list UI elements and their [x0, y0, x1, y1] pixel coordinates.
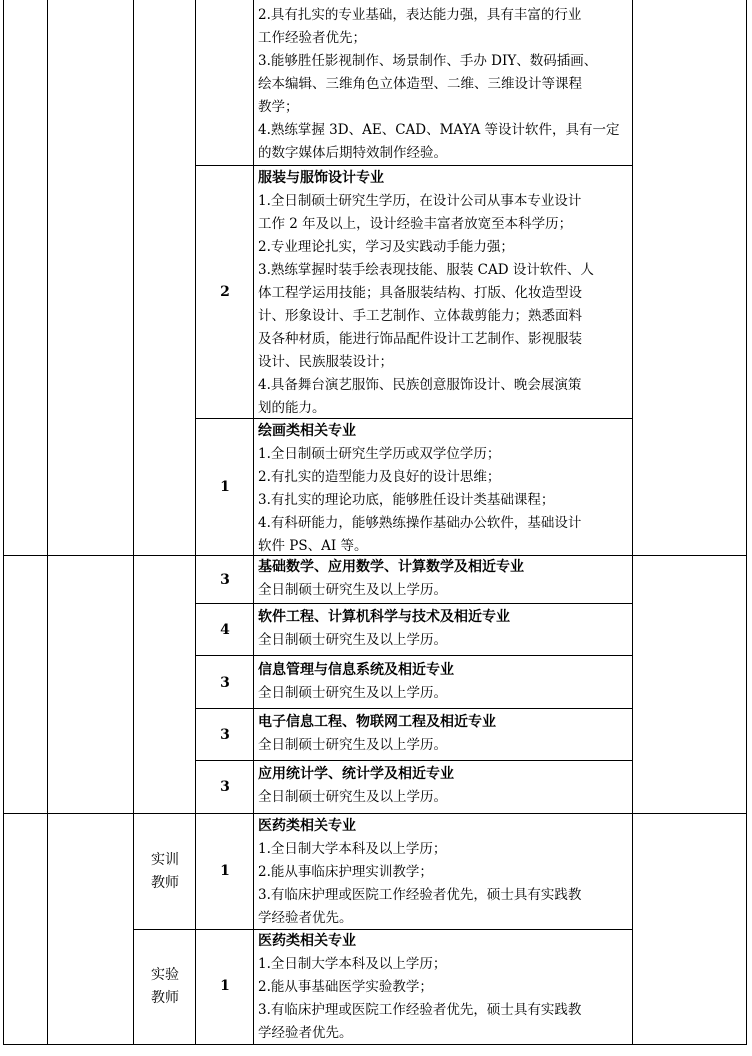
requirements-cell [258, 4, 628, 165]
position-name: 实训 教师 [151, 852, 179, 891]
requirement-line: 软件 PS、AI 等。 [258, 538, 368, 554]
column-divider [253, 0, 254, 1044]
requirements-cell [258, 659, 628, 705]
requirement-line: 2.有扎实的造型能力及良好的设计思维； [258, 469, 501, 485]
requirement-line: 3.有临床护理或医院工作经验者优先，硕士具有实践教 [258, 1002, 582, 1018]
table-border-left [3, 0, 4, 1044]
major-title: 服装与服饰设计专业 [258, 170, 384, 186]
row-divider [195, 165, 632, 166]
requirement-line: 学经验者优先。 [258, 910, 353, 926]
requirement-line: 4.有科研能力，能够熟练操作基础办公软件，基础设计 [258, 515, 582, 531]
requirement-line: 设计、民族服装设计； [258, 354, 393, 370]
requirement-line: 全日制硕士研究生及以上学历。 [258, 582, 447, 598]
headcount: 4 [220, 622, 230, 638]
row-divider [195, 760, 632, 761]
requirement-line: 1.全日制大学本科及以上学历； [258, 841, 447, 857]
major-title: 应用统计学、统计学及相近专业 [258, 766, 454, 782]
major-title: 电子信息工程、物联网工程及相近专业 [258, 714, 496, 730]
requirement-line: 2.能从事基础医学实验教学； [258, 979, 433, 995]
requirements-cell [258, 763, 628, 809]
major-title: 医药类相关专业 [258, 818, 356, 834]
requirement-line: 体工程学运用技能；具备服装结构、打版、化妆造型设 [258, 285, 582, 301]
requirement-line: 3.能够胜任影视制作、场景制作、手办 DIY、数码插画、 [258, 53, 598, 69]
headcount: 3 [220, 675, 230, 691]
major-title: 基础数学、应用数学、计算数学及相近专业 [258, 559, 524, 575]
requirement-line: 2.专业理论扎实，学习及实践动手能力强； [258, 239, 514, 255]
row-divider [3, 813, 747, 814]
requirement-line: 3.有临床护理或医院工作经验者优先，硕士具有实践教 [258, 887, 582, 903]
requirement-line: 及各种材质，能进行饰品配件设计工艺制作、影视服装 [258, 331, 582, 347]
major-title: 医药类相关专业 [258, 933, 356, 949]
headcount: 3 [220, 727, 230, 743]
headcount: 1 [220, 978, 230, 994]
requirement-line: 绘本编辑、三维角色立体造型、二维、三维设计等课程 [258, 76, 582, 92]
requirements-cell [258, 606, 628, 652]
requirement-line: 工作 2 年及以上，设计经验丰富者放宽至本科学历； [258, 216, 573, 232]
requirement-line: 1.全日制大学本科及以上学历； [258, 956, 447, 972]
requirement-line: 2.具有扎实的专业基础，表达能力强，具有丰富的行业 [258, 7, 582, 23]
requirement-line: 2.能从事临床护理实训教学； [258, 864, 433, 880]
position-name: 实验 教师 [151, 967, 179, 1006]
headcount: 3 [220, 572, 230, 588]
row-divider [195, 603, 632, 604]
column-divider [133, 0, 134, 1044]
column-divider [47, 0, 48, 1044]
requirement-line: 工作经验者优先； [258, 30, 366, 46]
requirement-line: 4.具备舞台演艺服饰、民族创意服饰设计、晚会展演策 [258, 377, 582, 393]
table-border-right [746, 0, 747, 1044]
requirement-line: 全日制硕士研究生及以上学历。 [258, 685, 447, 701]
major-title: 信息管理与信息系统及相近专业 [258, 662, 454, 678]
requirement-line: 3.熟练掌握时装手绘表现技能、服装 CAD 设计软件、人 [258, 262, 594, 278]
headcount: 1 [220, 863, 230, 879]
requirement-line: 全日制硕士研究生及以上学历。 [258, 737, 447, 753]
requirements-cell [258, 420, 628, 558]
column-divider [632, 0, 633, 1044]
headcount: 1 [220, 479, 230, 495]
requirements-cell [258, 167, 628, 420]
requirement-line: 全日制硕士研究生及以上学历。 [258, 789, 447, 805]
requirements-cell [258, 711, 628, 757]
requirement-line: 划的能力。 [258, 400, 326, 416]
requirement-line: 3.有扎实的理论功底，能够胜任设计类基础课程； [258, 492, 555, 508]
requirement-line: 全日制硕士研究生及以上学历。 [258, 632, 447, 648]
requirement-line: 的数字媒体后期特效制作经验。 [258, 145, 447, 161]
requirement-line: 教学； [258, 99, 299, 115]
requirement-line: 学经验者优先。 [258, 1025, 353, 1041]
requirement-line: 4.熟练掌握 3D、AE、CAD、MAYA 等设计软件，具有一定 [258, 122, 620, 138]
major-title: 绘画类相关专业 [258, 423, 356, 439]
requirement-line: 1.全日制硕士研究生学历或双学位学历； [258, 446, 501, 462]
row-divider [195, 655, 632, 656]
requirements-cell [258, 815, 628, 930]
requirements-cell [258, 556, 628, 602]
column-divider [195, 0, 196, 1044]
headcount: 3 [220, 779, 230, 795]
requirement-line: 1.全日制硕士研究生学历，在设计公司从事本专业设计 [258, 193, 582, 209]
row-divider [195, 708, 632, 709]
headcount: 2 [220, 284, 230, 300]
requirement-line: 计、形象设计、手工艺制作、立体裁剪能力；熟悉面料 [258, 308, 582, 324]
major-title: 软件工程、计算机科学与技术及相近专业 [258, 609, 510, 625]
requirements-cell [258, 930, 628, 1045]
